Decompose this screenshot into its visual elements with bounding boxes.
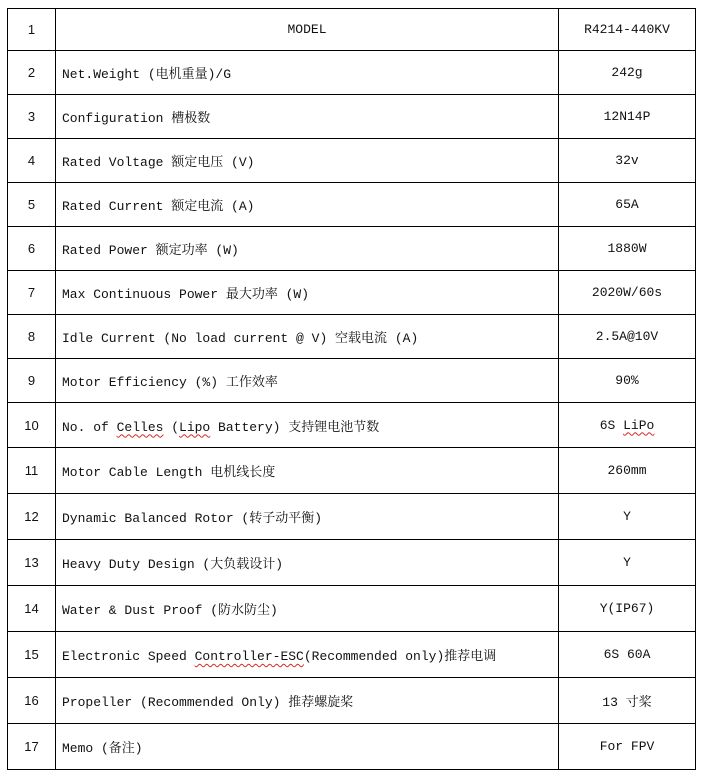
row-number: 11 [8, 448, 56, 494]
param-label: Motor Cable Length 电机线长度 [56, 448, 559, 494]
model-label: MODEL [56, 9, 559, 51]
param-label [56, 632, 559, 678]
spellcheck-word: LiPo [623, 417, 655, 433]
row-number: 1 [8, 9, 56, 51]
param-value [559, 403, 696, 448]
value-text: 6S [599, 417, 624, 433]
param-value: 242g [559, 51, 696, 95]
table-row [8, 95, 696, 139]
param-label: Motor Efficiency (%) 工作效率 [56, 359, 559, 403]
row-number: 12 [8, 494, 56, 540]
table-row [8, 271, 696, 315]
table-row-header [8, 9, 696, 51]
motor-spec-table [7, 8, 696, 770]
param-value: 6S 60A [559, 632, 696, 678]
param-label: Memo (备注) [56, 724, 559, 770]
spellcheck-word: Lipo [179, 419, 211, 435]
row-number: 3 [8, 95, 56, 139]
param-value: Y [559, 494, 696, 540]
param-value: 13 寸桨 [559, 678, 696, 724]
table-row [8, 139, 696, 183]
row-number: 4 [8, 139, 56, 183]
param-value: 65A [559, 183, 696, 227]
param-text: Battery) 支持锂电池节数 [210, 419, 380, 435]
param-label: Rated Voltage 额定电压 (V) [56, 139, 559, 183]
table-row [8, 724, 696, 770]
param-label: Dynamic Balanced Rotor (转子动平衡) [56, 494, 559, 540]
table-row [8, 183, 696, 227]
row-number: 7 [8, 271, 56, 315]
param-text: (Recommended only)推荐电调 [303, 649, 497, 664]
table-row [8, 315, 696, 359]
param-label: Rated Current 额定电流 (A) [56, 183, 559, 227]
param-value: 2020W/60s [559, 271, 696, 315]
param-label: Water & Dust Proof (防水防尘) [56, 586, 559, 632]
table-row [8, 448, 696, 494]
spellcheck-word: Controller-ESC [194, 649, 304, 664]
table-row [8, 51, 696, 95]
row-number: 10 [8, 403, 56, 448]
row-number: 2 [8, 51, 56, 95]
param-label [56, 403, 559, 448]
param-value: 260mm [559, 448, 696, 494]
param-text: Electronic Speed [62, 649, 195, 664]
row-number: 16 [8, 678, 56, 724]
param-value: Y(IP67) [559, 586, 696, 632]
row-number: 9 [8, 359, 56, 403]
row-number: 15 [8, 632, 56, 678]
param-label: Rated Power 额定功率 (W) [56, 227, 559, 271]
table-row [8, 494, 696, 540]
table-row [8, 678, 696, 724]
spellcheck-word: Celles [116, 419, 164, 435]
row-number: 5 [8, 183, 56, 227]
param-value: For FPV [559, 724, 696, 770]
param-text: No. of [62, 419, 117, 435]
model-value: R4214-440KV [559, 9, 696, 51]
table-row [8, 540, 696, 586]
param-value: 2.5A@10V [559, 315, 696, 359]
table-row [8, 632, 696, 678]
param-label: Idle Current (No load current @ V) 空载电流 (A) [56, 315, 559, 359]
table-row [8, 586, 696, 632]
table-row [8, 403, 696, 448]
param-label: Propeller (Recommended Only) 推荐螺旋桨 [56, 678, 559, 724]
param-value: 12N14P [559, 95, 696, 139]
param-label: Heavy Duty Design (大负载设计) [56, 540, 559, 586]
param-value: 90% [559, 359, 696, 403]
param-text: ( [163, 419, 180, 435]
row-number: 13 [8, 540, 56, 586]
row-number: 6 [8, 227, 56, 271]
table-row [8, 359, 696, 403]
param-value: Y [559, 540, 696, 586]
param-label: Max Continuous Power 最大功率 (W) [56, 271, 559, 315]
row-number: 17 [8, 724, 56, 770]
row-number: 14 [8, 586, 56, 632]
param-value: 1880W [559, 227, 696, 271]
param-value: 32v [559, 139, 696, 183]
param-label: Net.Weight (电机重量)/G [56, 51, 559, 95]
param-label: Configuration 槽极数 [56, 95, 559, 139]
table-row [8, 227, 696, 271]
row-number: 8 [8, 315, 56, 359]
